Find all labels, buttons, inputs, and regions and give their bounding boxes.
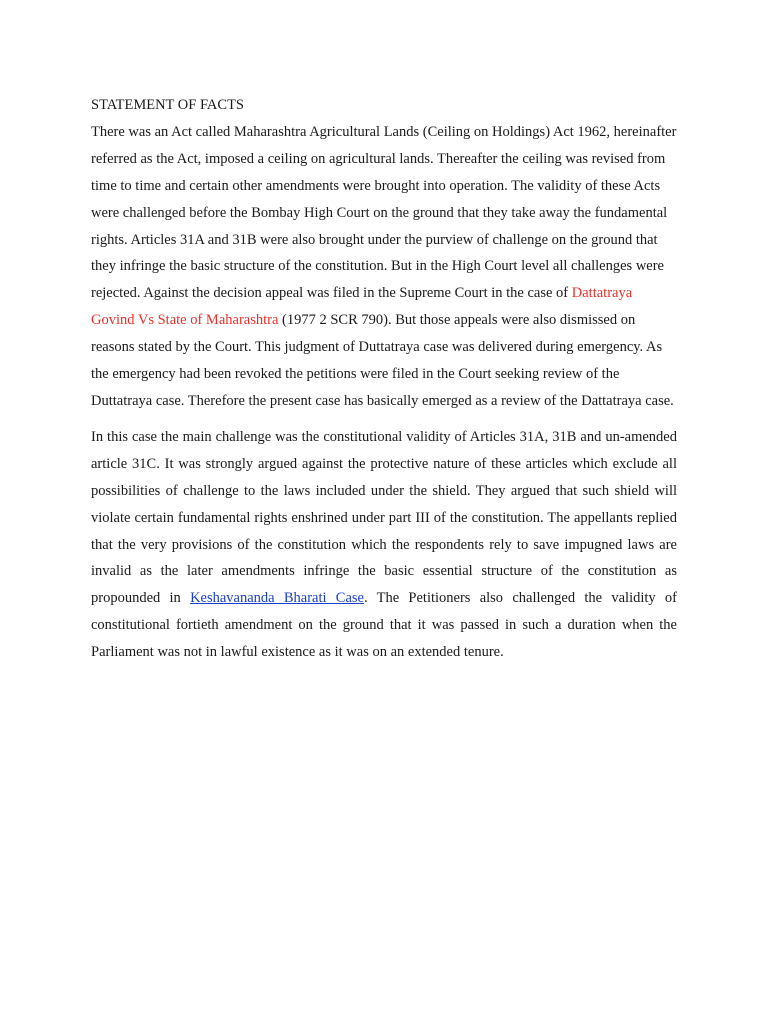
case-citation-highlight: Dattatraya Govind Vs State of Maharashtra [91,285,633,329]
paragraph-challenge [91,424,677,666]
case-link[interactable]: Keshavananda Bharati Case [190,590,364,607]
paragraph-text: . The Petitioners also challenged the validity of constitutional fortieth amendment on the ground that it was passed in such a duration when the Parliament was not in lawful existence as it was on an extended tenure. [91,590,677,661]
paragraph-facts [91,119,677,415]
section-heading: STATEMENT OF FACTS [91,97,244,113]
paragraph-text: There was an Act called Maharashtra Agricultural Lands (Ceiling on Holdings) Act 1962, hereinafter referred as the Act, imposed a ceiling on agricultural lands. Thereafter the ceiling was revised from time to time and certain other amendments were brought into operation. The validity of these Acts were challenged before the Bombay High Court on the ground that they take away the fundamental rights. Articles 31A and 31B were also brought under the purview of challenge on the ground that they infringe the basic structure of the constitution. But in the High Court level all challenges were rejected. Against the decision appeal was filed in the Supreme Court in the case of [91,123,677,302]
paragraph-text: In this case the main challenge was the constitutional validity of Articles 31A, 31B and un-amended article 31C. It was strongly argued against the protective nature of these articles which exclude all possibilities of challenge to the laws included under the shield. They argued that such shield will violate certain fundamental rights enshrined under part III of the constitution. The appellants replied that the very provisions of the constitution which the respondents rely to save impugned laws are invalid as the later amendments infringe the basic essential structure of the constitution as propounded in [91,428,677,607]
paragraph-text: (1977 2 SCR 790). But those appeals were also dismissed on reasons stated by the Court. This judgment of Duttatraya case was delivered during emergency. As the emergency had been revoked the petitions were filed in the Court seeking review of the Duttatraya case. Therefore the present case has basically emerged as a review of the Dattatraya case. [91,312,674,409]
document-body [91,92,677,666]
